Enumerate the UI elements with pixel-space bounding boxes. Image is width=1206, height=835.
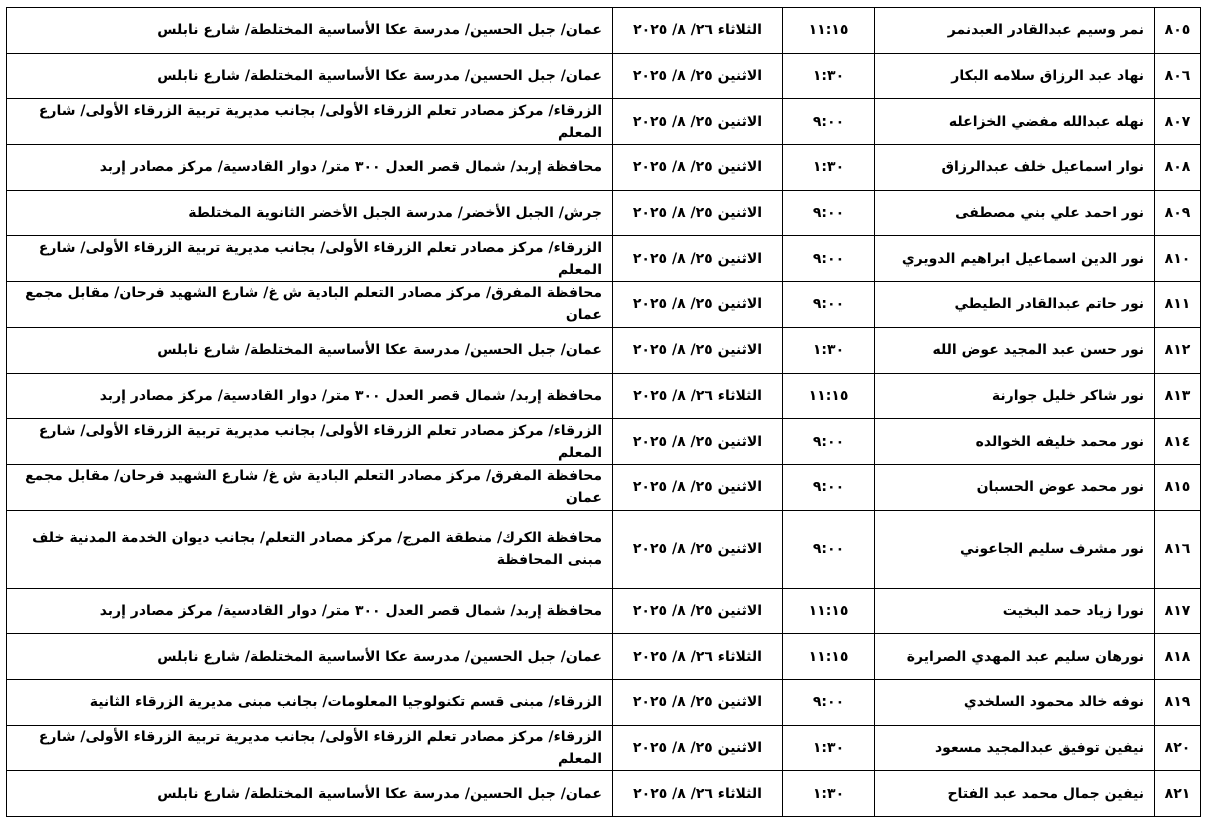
exam-time: ٩:٠٠: [783, 236, 875, 282]
exam-date: الاثنين ٢٥/ ٨/ ٢٠٢٥: [613, 419, 783, 465]
exam-date: الثلاثاء ٢٦/ ٨/ ٢٠٢٥: [613, 634, 783, 680]
row-number: ٨١٤: [1155, 419, 1201, 465]
table-row: [7, 282, 1201, 328]
exam-time: ٩:٠٠: [783, 282, 875, 328]
person-name: نهله عبدالله مفضي الخزاعله: [875, 99, 1155, 145]
exam-time: ١١:١٥: [783, 373, 875, 419]
person-name: نور حاتم عبدالقادر الطيطي: [875, 282, 1155, 328]
exam-location: عمان/ جبل الحسين/ مدرسة عكا الأساسية المختلطة/ شارع نابلس: [7, 8, 613, 54]
person-name: نيفين جمال محمد عبد الفتاح: [875, 771, 1155, 817]
table-row: [7, 679, 1201, 725]
schedule-table: [6, 7, 1201, 817]
row-number: ٨١٢: [1155, 327, 1201, 373]
exam-date: الاثنين ٢٥/ ٨/ ٢٠٢٥: [613, 236, 783, 282]
exam-time: ٩:٠٠: [783, 510, 875, 588]
person-name: نمر وسيم عبدالقادر العبدنمر: [875, 8, 1155, 54]
exam-location: الزرقاء/ مركز مصادر تعلم الزرقاء الأولى/ بجانب مديرية تربية الزرقاء الأولى/ شارع المعلم: [7, 419, 613, 465]
row-number: ٨٠٥: [1155, 8, 1201, 54]
row-number: ٨٠٩: [1155, 190, 1201, 236]
exam-date: الاثنين ٢٥/ ٨/ ٢٠٢٥: [613, 464, 783, 510]
person-name: نور شاكر خليل جوارنة: [875, 373, 1155, 419]
exam-location: عمان/ جبل الحسين/ مدرسة عكا الأساسية المختلطة/ شارع نابلس: [7, 634, 613, 680]
exam-time: ١١:١٥: [783, 8, 875, 54]
exam-location: محافظة الكرك/ منطقة المرج/ مركز مصادر التعلم/ بجانب ديوان الخدمة المدنية خلف مبنى المحافظة: [7, 510, 613, 588]
exam-location: محافظة المفرق/ مركز مصادر التعلم البادية ش غ/ شارع الشهيد فرحان/ مقابل مجمع عمان: [7, 464, 613, 510]
exam-date: الاثنين ٢٥/ ٨/ ٢٠٢٥: [613, 282, 783, 328]
table-row: [7, 373, 1201, 419]
exam-time: ١١:١٥: [783, 634, 875, 680]
person-name: نور محمد خليفه الخوالده: [875, 419, 1155, 465]
person-name: نيفين توفيق عبدالمجيد مسعود: [875, 725, 1155, 771]
exam-time: ١:٣٠: [783, 327, 875, 373]
exam-time: ٩:٠٠: [783, 419, 875, 465]
person-name: نور مشرف سليم الجاعوني: [875, 510, 1155, 588]
person-name: نهاد عبد الرزاق سلامه البكار: [875, 53, 1155, 99]
exam-location: محافظة إربد/ شمال قصر العدل ٣٠٠ متر/ دوار القادسية/ مركز مصادر إربد: [7, 588, 613, 634]
person-name: نورا زياد حمد البخيت: [875, 588, 1155, 634]
table-row: [7, 634, 1201, 680]
exam-location: الزرقاء/ مركز مصادر تعلم الزرقاء الأولى/ بجانب مديرية تربية الزرقاء الأولى/ شارع المعلم: [7, 236, 613, 282]
exam-date: الاثنين ٢٥/ ٨/ ٢٠٢٥: [613, 53, 783, 99]
person-name: نور احمد علي بني مصطفى: [875, 190, 1155, 236]
table-row: [7, 99, 1201, 145]
person-name: نوار اسماعيل خلف عبدالرزاق: [875, 145, 1155, 191]
exam-location: محافظة إربد/ شمال قصر العدل ٣٠٠ متر/ دوار القادسية/ مركز مصادر إربد: [7, 373, 613, 419]
row-number: ٨١٨: [1155, 634, 1201, 680]
exam-date: الاثنين ٢٥/ ٨/ ٢٠٢٥: [613, 725, 783, 771]
row-number: ٨١٧: [1155, 588, 1201, 634]
row-number: ٨٠٧: [1155, 99, 1201, 145]
table-row: [7, 771, 1201, 817]
person-name: نور محمد عوض الحسبان: [875, 464, 1155, 510]
exam-location: عمان/ جبل الحسين/ مدرسة عكا الأساسية المختلطة/ شارع نابلس: [7, 53, 613, 99]
exam-time: ١:٣٠: [783, 53, 875, 99]
table-row: [7, 464, 1201, 510]
row-number: ٨٠٨: [1155, 145, 1201, 191]
exam-time: ٩:٠٠: [783, 99, 875, 145]
exam-date: الاثنين ٢٥/ ٨/ ٢٠٢٥: [613, 679, 783, 725]
exam-location: الزرقاء/ مركز مصادر تعلم الزرقاء الأولى/ بجانب مديرية تربية الزرقاء الأولى/ شارع المعلم: [7, 725, 613, 771]
person-name: نورهان سليم عبد المهدي الصرايرة: [875, 634, 1155, 680]
table-row: [7, 8, 1201, 54]
exam-date: الثلاثاء ٢٦/ ٨/ ٢٠٢٥: [613, 373, 783, 419]
table-row: [7, 145, 1201, 191]
exam-location: جرش/ الجبل الأخضر/ مدرسة الجبل الأخضر الثانوية المختلطة: [7, 190, 613, 236]
person-name: نوفه خالد محمود السلخدي: [875, 679, 1155, 725]
row-number: ٨١٩: [1155, 679, 1201, 725]
exam-date: الاثنين ٢٥/ ٨/ ٢٠٢٥: [613, 99, 783, 145]
table-row: [7, 327, 1201, 373]
row-number: ٨١١: [1155, 282, 1201, 328]
schedule-rows: [7, 8, 1201, 817]
row-number: ٨١٥: [1155, 464, 1201, 510]
exam-time: ١:٣٠: [783, 145, 875, 191]
row-number: ٨٠٦: [1155, 53, 1201, 99]
exam-date: الاثنين ٢٥/ ٨/ ٢٠٢٥: [613, 510, 783, 588]
table-row: [7, 725, 1201, 771]
row-number: ٨١٦: [1155, 510, 1201, 588]
exam-location: عمان/ جبل الحسين/ مدرسة عكا الأساسية المختلطة/ شارع نابلس: [7, 771, 613, 817]
table-row: [7, 588, 1201, 634]
exam-date: الثلاثاء ٢٦/ ٨/ ٢٠٢٥: [613, 8, 783, 54]
person-name: نور الدين اسماعيل ابراهيم الدويري: [875, 236, 1155, 282]
exam-location: محافظة المفرق/ مركز مصادر التعلم البادية ش غ/ شارع الشهيد فرحان/ مقابل مجمع عمان: [7, 282, 613, 328]
exam-date: الثلاثاء ٢٦/ ٨/ ٢٠٢٥: [613, 771, 783, 817]
row-number: ٨٢١: [1155, 771, 1201, 817]
exam-time: ١:٣٠: [783, 771, 875, 817]
exam-time: ١١:١٥: [783, 588, 875, 634]
row-number: ٨٢٠: [1155, 725, 1201, 771]
table-row: [7, 236, 1201, 282]
row-number: ٨١٣: [1155, 373, 1201, 419]
exam-location: عمان/ جبل الحسين/ مدرسة عكا الأساسية المختلطة/ شارع نابلس: [7, 327, 613, 373]
exam-date: الاثنين ٢٥/ ٨/ ٢٠٢٥: [613, 327, 783, 373]
exam-location: الزرقاء/ مبنى قسم تكنولوجيا المعلومات/ بجانب مبنى مديرية الزرقاء الثانية: [7, 679, 613, 725]
table-row: [7, 510, 1201, 588]
table-row: [7, 190, 1201, 236]
exam-time: ٩:٠٠: [783, 679, 875, 725]
exam-location: الزرقاء/ مركز مصادر تعلم الزرقاء الأولى/ بجانب مديرية تربية الزرقاء الأولى/ شارع المعلم: [7, 99, 613, 145]
exam-time: ٩:٠٠: [783, 464, 875, 510]
exam-location: محافظة إربد/ شمال قصر العدل ٣٠٠ متر/ دوار القادسية/ مركز مصادر إربد: [7, 145, 613, 191]
row-number: ٨١٠: [1155, 236, 1201, 282]
exam-time: ٩:٠٠: [783, 190, 875, 236]
exam-time: ١:٣٠: [783, 725, 875, 771]
exam-date: الاثنين ٢٥/ ٨/ ٢٠٢٥: [613, 588, 783, 634]
table-row: [7, 419, 1201, 465]
person-name: نور حسن عبد المجيد عوض الله: [875, 327, 1155, 373]
table-row: [7, 53, 1201, 99]
exam-date: الاثنين ٢٥/ ٨/ ٢٠٢٥: [613, 145, 783, 191]
exam-date: الاثنين ٢٥/ ٨/ ٢٠٢٥: [613, 190, 783, 236]
